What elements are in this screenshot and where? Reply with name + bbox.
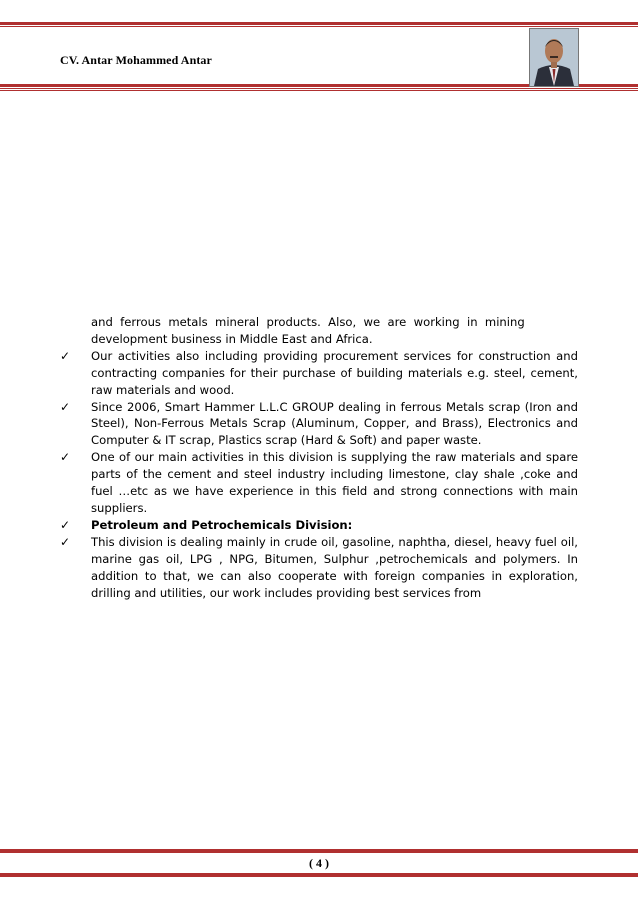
list-item: [60, 348, 578, 399]
check-icon: ✓: [60, 517, 71, 532]
list-item-text: Our activities also including providing procurement services for construction and contracting companies for their purchase of building materials e.g. steel, cement, raw materials and wood.: [91, 348, 578, 397]
intro-line: and ferrous metals mineral products. Also, we are working in mining: [91, 315, 525, 329]
page-number: ( 4 ): [309, 856, 329, 870]
list-item-text: One of our main activities in this division is supplying the raw materials and spare parts of the cement and steel industry including limestone, clay shale ,coke and fuel …etc as we have experience in this field and strong connections with main suppliers.: [91, 450, 578, 515]
list-item: [60, 517, 578, 534]
page-content: [60, 314, 578, 601]
list-item-text: This division is dealing mainly in crude oil, gasoline, naphtha, diesel, heavy fuel oil, marine gas oil, LPG , NPG, Bitumen, Sulphur ,petrochemicals and polymers. In addition to that, we can also cooperate with foreign companies in exploration, drilling and utilities, our work includes providing best services from: [91, 534, 578, 600]
header-title: CV. Antar Mohammed Antar: [60, 53, 212, 67]
check-icon: ✓: [60, 534, 71, 549]
check-icon: ✓: [60, 348, 71, 363]
list-item: [60, 534, 578, 602]
intro-paragraph: [60, 314, 578, 348]
list-item: [60, 399, 578, 450]
list-item-text: Since 2006, Smart Hammer L.L.C GROUP dealing in ferrous Metals scrap (Iron and Steel), Non-Ferrous Metals Scrap (Aluminum, Copper, and Brass), Electronics and Computer & IT scrap, Plastics scrap (Hard & Soft) and paper waste.: [91, 399, 578, 448]
portrait-photo: [529, 28, 579, 87]
intro-line: development business in Middle East and Africa.: [91, 331, 373, 346]
footer-top-rule: [0, 848, 638, 853]
list-item: [60, 449, 578, 517]
header-top-rule: [0, 22, 638, 27]
check-icon: ✓: [60, 450, 71, 465]
section-heading: Petroleum and Petrochemicals Division:: [91, 517, 353, 532]
check-icon: ✓: [60, 399, 71, 414]
footer-bottom-rule: [0, 872, 638, 877]
